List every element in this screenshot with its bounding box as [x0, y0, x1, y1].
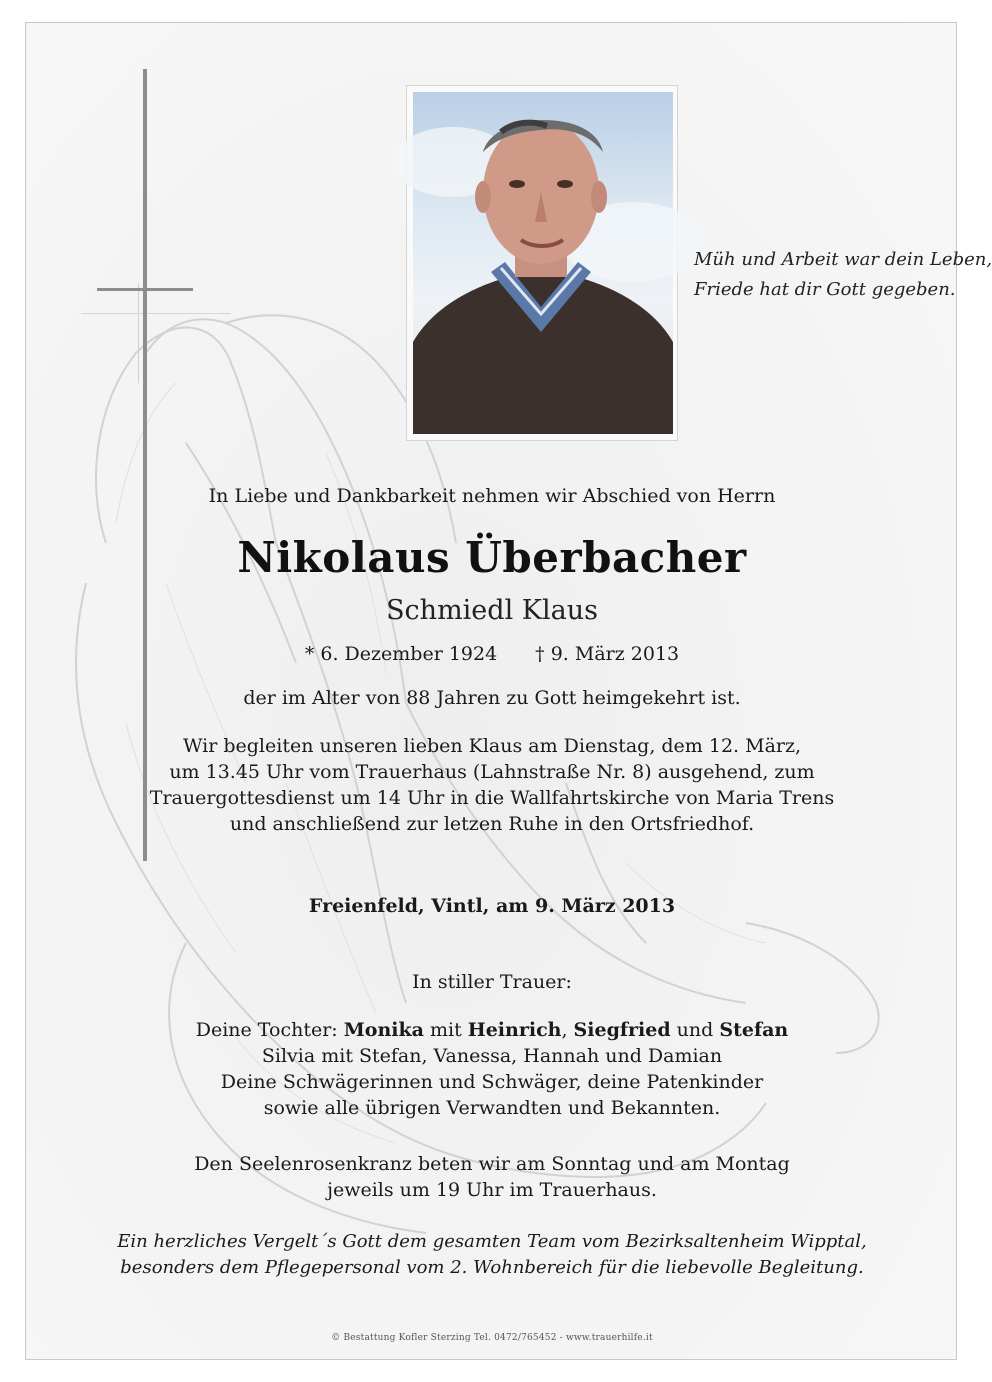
funeral-home-footer: © Bestattung Kofler Sterzing Tel. 0472/765452 - www.trauerhilfe.it	[331, 1333, 653, 1343]
thanks-line: besonders dem Pflegepersonal vom 2. Wohnbereich für die liebevolle Begleitung.	[120, 1257, 864, 1278]
thanks-note	[1, 1229, 983, 1281]
deceased-name: Nikolaus Überbacher	[237, 533, 747, 582]
thanks-line: Ein herzliches Vergelt´s Gott dem gesamten Team vom Bezirksaltenheim Wipptal,	[117, 1231, 867, 1252]
rosary-info	[1, 1151, 983, 1203]
connector: und	[670, 1019, 720, 1041]
mourners-list	[1, 1017, 983, 1121]
mourner-name: Monika	[343, 1019, 424, 1041]
life-dates	[1, 643, 983, 665]
mourners-prefix: Deine Tochter:	[195, 1019, 344, 1041]
portrait-photo	[413, 92, 673, 434]
age-line: der im Alter von 88 Jahren zu Gott heimgekehrt ist.	[243, 687, 741, 709]
death-date: † 9. März 2013	[535, 643, 680, 665]
funeral-details	[1, 733, 983, 837]
mourner-name: Heinrich	[467, 1019, 562, 1041]
cross-shadow	[138, 283, 139, 383]
intro-text: In Liebe und Dankbarkeit nehmen wir Abschied von Herrn	[208, 485, 776, 507]
funeral-line: und anschließend zur letzen Ruhe in den Ortsfriedhof.	[229, 813, 755, 835]
funeral-line: Wir begleiten unseren lieben Klaus am Dienstag, dem 12. März,	[182, 735, 802, 757]
rosary-line: jeweils um 19 Uhr im Trauerhaus.	[327, 1179, 657, 1201]
cross-shadow	[81, 313, 231, 314]
motto-line: Müh und Arbeit war dein Leben,	[694, 249, 992, 270]
funeral-line: um 13.45 Uhr vom Trauerhaus (Lahnstraße Nr. 8) ausgehend, zum	[169, 761, 815, 783]
obituary-card	[25, 22, 992, 1360]
place-date: Freienfeld, Vintl, am 9. März 2013	[308, 895, 676, 917]
motto-line: Friede hat dir Gott gegeben.	[694, 279, 956, 300]
connector: ,	[561, 1019, 574, 1041]
mourning-heading: In stiller Trauer:	[412, 971, 572, 993]
deceased-nickname: Schmiedl Klaus	[386, 595, 598, 626]
connector: mit	[423, 1019, 468, 1041]
motto-verse	[694, 245, 992, 305]
portrait-frame	[406, 85, 678, 441]
mourners-line: sowie alle übrigen Verwandten und Bekannten.	[263, 1097, 721, 1119]
mourners-line: Deine Schwägerinnen und Schwäger, deine Patenkinder	[220, 1071, 764, 1093]
mourner-name: Stefan	[719, 1019, 789, 1041]
mourners-line	[1, 1017, 983, 1043]
mourners-line: Silvia mit Stefan, Vanessa, Hannah und Damian	[261, 1045, 723, 1067]
cross-icon-beam	[97, 288, 193, 291]
birth-date: * 6. Dezember 1924	[304, 643, 498, 665]
funeral-line: Trauergottesdienst um 14 Uhr in die Wallfahrtskirche von Maria Trens	[149, 787, 835, 809]
mourner-name: Siegfried	[573, 1019, 671, 1041]
rosary-line: Den Seelenrosenkranz beten wir am Sonntag und am Montag	[194, 1153, 790, 1175]
